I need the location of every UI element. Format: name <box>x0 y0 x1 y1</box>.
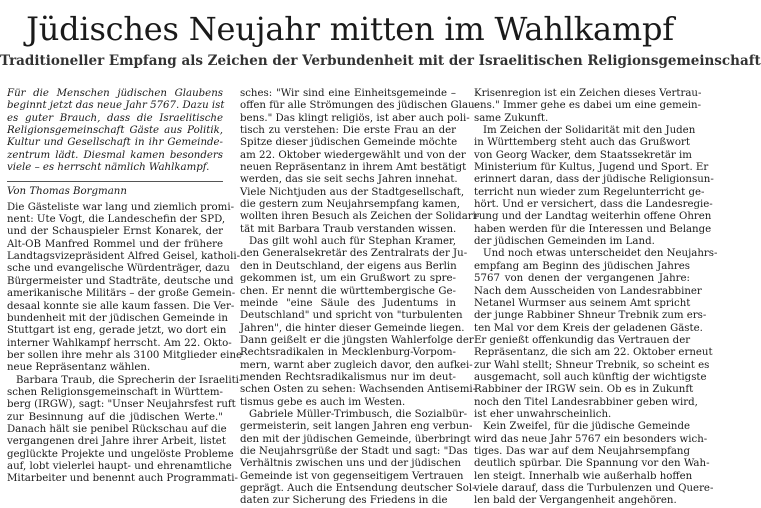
text-line: Jahren", die hinter dieser Gemeinde liegen. <box>240 322 465 334</box>
text-line: deutlich spürbar. Die Spannung vor den Wah- <box>474 458 710 470</box>
article-column-2 <box>240 88 480 508</box>
text-line: Alt-OB Manfred Rommel und der frühere <box>7 238 223 250</box>
text-line: Verhältnis zwischen uns und der jüdischen <box>240 458 461 470</box>
text-line: Nach dem Ausscheiden von Landesrabbiner <box>474 285 702 297</box>
text-line: tisch zu verstehen: Die erste Frau an der <box>240 125 456 137</box>
text-line: haben werden für die Interessen und Belange <box>474 223 712 235</box>
text-line: same Zukunft. <box>474 112 549 124</box>
text-line: Dann geißelt er die jüngsten Wahlerfolge der <box>240 334 474 346</box>
text-line: tiges. Das war auf dem Neujahrsempfang <box>474 445 690 457</box>
text-line: Kein Zweifel, für die jüdische Gemeinde <box>483 421 691 433</box>
text-line: len steigt. Innerhalb wie außerhalb hoffen <box>474 470 693 482</box>
text-line: Netanel Wurmser aus seinem Amt spricht <box>474 297 691 309</box>
text-line: Religionsgemeinschaft Gäste aus Politik, <box>7 125 223 137</box>
text-line: germeisterin, seit langen Jahren eng verbun- <box>240 421 473 433</box>
text-line: sches: "Wir sind eine Einheitsgemeinde – <box>240 88 456 99</box>
text-line: Im Zeichen der Solidarität mit den Juden <box>483 125 696 137</box>
text-line: vergangenen drei Jahre ihrer Arbeit, listet <box>7 436 226 448</box>
text-line: geprägt. Auch die Entsendung deutscher Sol- <box>240 483 476 494</box>
text-line: den mit der jüdischen Gemeinde, überbringt <box>240 433 471 445</box>
text-line: empfang am Beginn des jüdischen Jahres <box>474 260 690 272</box>
text-line: die gestern zum Neujahrsempfang kamen, <box>240 199 460 211</box>
text-line: Barbara Traub, die Sprecherin der Israeliti- <box>16 374 243 386</box>
text-line: terricht nun wieder zum Regelunterricht ge- <box>474 186 705 198</box>
text-line: wird das neue Jahr 5767 ein besonders wich- <box>474 433 708 445</box>
text-line: zentrum lädt. Diesmal kamen besonders <box>7 149 223 161</box>
text-line: bundenheit mit der jüdischen Gemeinde in <box>7 312 228 324</box>
text-line: desaal konnte sie alle kaum fassen. Die Ver- <box>7 300 235 312</box>
text-line: sche und evangelische Würdenträger, dazu <box>7 263 230 275</box>
text-line: Er genießt offenkundig das Vertrauen der <box>474 334 691 346</box>
text-line: der jüdischen Gemeinden im Land. <box>474 236 655 248</box>
text-line: bens." Das klingt religiös, ist aber auch poli- <box>240 112 470 124</box>
text-line: am 22. Oktober wiedergewählt und von der <box>240 149 466 161</box>
text-line: Deutschland" und spricht von "turbulenten <box>240 310 463 322</box>
text-line: schen Osten zu sehen: Wachsenden Antisemi- <box>240 384 477 396</box>
text-line: Spitze dieser jüdischen Gemeinde möchte <box>240 137 458 149</box>
article-column-1 <box>7 88 243 486</box>
text-line: tät mit Barbara Traub verstanden wissen. <box>240 223 457 235</box>
text-line: Mitarbeiter und benennt auch Programmati- <box>7 473 238 485</box>
text-line: Die Gästeliste war lang und ziemlich promi- <box>7 201 235 213</box>
text-line: offen für alle Strömungen des jüdischen Glau- <box>240 100 479 112</box>
text-line: Danach hält sie penibel Rückschau auf die <box>7 423 227 435</box>
article-column-3 <box>474 88 718 508</box>
text-line: gekommen ist, um ein Grußwort zu spre- <box>240 273 456 285</box>
text-line: Repräsentanz, die sich am 22. Oktober erneut <box>474 347 713 359</box>
text-line: schen Religionsgemeinschaft in Württem- <box>7 386 223 398</box>
article-byline: Von Thomas Borgmann <box>7 186 127 198</box>
text-line: erinnert daran, dass der jüdische Religionsun- <box>474 174 714 186</box>
text-line: noch den Titel Landesrabbiner geben wird, <box>474 396 698 408</box>
text-line: Landtagsvizepräsident Alfred Geisel, katholi- <box>7 251 241 263</box>
text-line: meinde "eine Säule des Judentums in <box>240 297 456 309</box>
text-line: Rechtsradikalen in Mecklenburg-Vorpom- <box>240 347 456 359</box>
text-line: geglückte Projekte und ungelöste Probleme <box>7 448 234 460</box>
text-line: Bürgermeister und Stadträte, deutsche und <box>7 275 234 287</box>
text-line: Das gilt wohl auch für Stephan Kramer, <box>249 236 456 248</box>
text-line: zur Wahl stellt; Shneur Trebnik, so scheint es <box>474 359 710 371</box>
text-line: Und noch etwas unterscheidet den Neujahrs- <box>483 248 718 260</box>
text-line: amerikanische Militärs – der große Gemein- <box>7 288 236 300</box>
article-intro <box>7 88 223 174</box>
text-line: ausgemacht, soll auch künftig der wichtigste <box>474 371 707 383</box>
text-line: und der Schauspieler Ernst Konarek, der <box>7 226 223 238</box>
text-line: ist eher unwahrscheinlich. <box>474 408 612 420</box>
text-line: Kultur und Gesellschaft in ihr Gemeinde- <box>7 137 223 149</box>
text-line: zur Besinnung auf die jüdischen Werte." <box>7 411 223 423</box>
column-2-body <box>240 88 480 508</box>
text-line: neue Repräsentanz wählen. <box>7 362 151 374</box>
text-line: ber sollen ihre mehr als 3100 Mitglieder eine <box>7 349 243 361</box>
text-line: rung und der Landtag weiterhin offene Ohren <box>474 211 712 223</box>
text-line: Krisenregion ist ein Zeichen dieses Vertrau- <box>474 88 702 99</box>
text-line: werden, das sie seit sechs Jahren innehat. <box>240 174 458 186</box>
text-line: 5767 von denen der vergangenen Jahre: <box>474 273 690 285</box>
text-line: in Württemberg steht auch das Grußwort <box>474 137 690 149</box>
text-line: mern, warnt aber zugleich davor, den aufkei- <box>240 359 473 371</box>
text-line: ens." Immer gehe es dabei um eine gemein- <box>474 100 702 112</box>
text-line: Rabbiner der IRGW sein. Ob es in Zukunft <box>474 384 694 396</box>
intro-divider <box>7 181 223 182</box>
text-line: viele darauf, dass die Turbulenzen und Quere- <box>474 483 714 494</box>
text-line: auf, lobt vielerlei haupt- und ehrenamtliche <box>7 460 232 472</box>
text-line: hört. Und er versichert, dass die Landesregie- <box>474 199 713 211</box>
text-line: Gemeinde ist von gegenseitigem Vertrauen <box>240 470 464 482</box>
column-1-body <box>7 201 243 486</box>
text-line: menden Rechtsradikalismus nur im deut- <box>240 371 456 383</box>
text-line: interner Wahlkampf herrscht. Am 22. Okto- <box>7 337 232 349</box>
text-line: Für die Menschen jüdischen Glaubens <box>7 88 223 99</box>
text-line: beginnt jetzt das neue Jahr 5767. Dazu ist <box>7 100 225 112</box>
text-line: tismus gebe es auch im Westen. <box>240 396 406 408</box>
text-line: Gabriele Müller-Trimbusch, die Sozialbür- <box>249 408 468 420</box>
text-line: chen. Er nennt die württembergische Ge- <box>240 285 456 297</box>
text-line: den Generalsekretär des Zentralrats der Ju- <box>240 248 468 260</box>
text-line: neuen Repräsentanz in ihrem Amt bestätigt <box>240 162 467 174</box>
text-line: berg (IRGW), sagt: "Unser Neujahrsfest ruft <box>7 399 236 411</box>
article-title: Jüdisches Neujahr mitten im Wahlkampf <box>26 10 674 48</box>
text-line: daten zur Sicherung des Friedens in die <box>240 495 448 507</box>
text-line: viele – es herrscht nämlich Wahlkampf. <box>7 162 210 174</box>
text-line: von Georg Wacker, dem Staatssekretär im <box>474 149 692 161</box>
text-line: len bald der Vergangenheit angehören. <box>474 495 677 507</box>
text-line: Viele Nichtjuden aus der Stadtgesellschaft, <box>240 186 465 198</box>
text-line: der junge Rabbiner Shneur Trebnik zum ers- <box>474 310 707 322</box>
text-line: es guter Brauch, dass die Israelitische <box>7 112 223 124</box>
text-line: ten Mal vor dem Kreis der geladenen Gäste. <box>474 322 703 334</box>
text-line: Ministerium für Kultus, Jugend und Sport. Er <box>474 162 709 174</box>
text-line: die Neujahrsgrüße der Stadt und sagt: "Das <box>240 445 468 457</box>
text-line: den in Deutschland, der eigens aus Berlin <box>240 260 457 272</box>
text-line: wollten ihren Besuch als Zeichen der Solidari- <box>240 211 480 223</box>
article-subtitle: Traditioneller Empfang als Zeichen der Verbundenheit mit der Israelitischen Religionsgemeinschaft <box>0 53 761 69</box>
text-line: nent: Ute Vogt, die Landeschefin der SPD, <box>7 214 226 226</box>
column-3-body <box>474 88 718 508</box>
text-line: Stuttgart ist eng, gerade jetzt, wo dort ein <box>7 325 227 337</box>
